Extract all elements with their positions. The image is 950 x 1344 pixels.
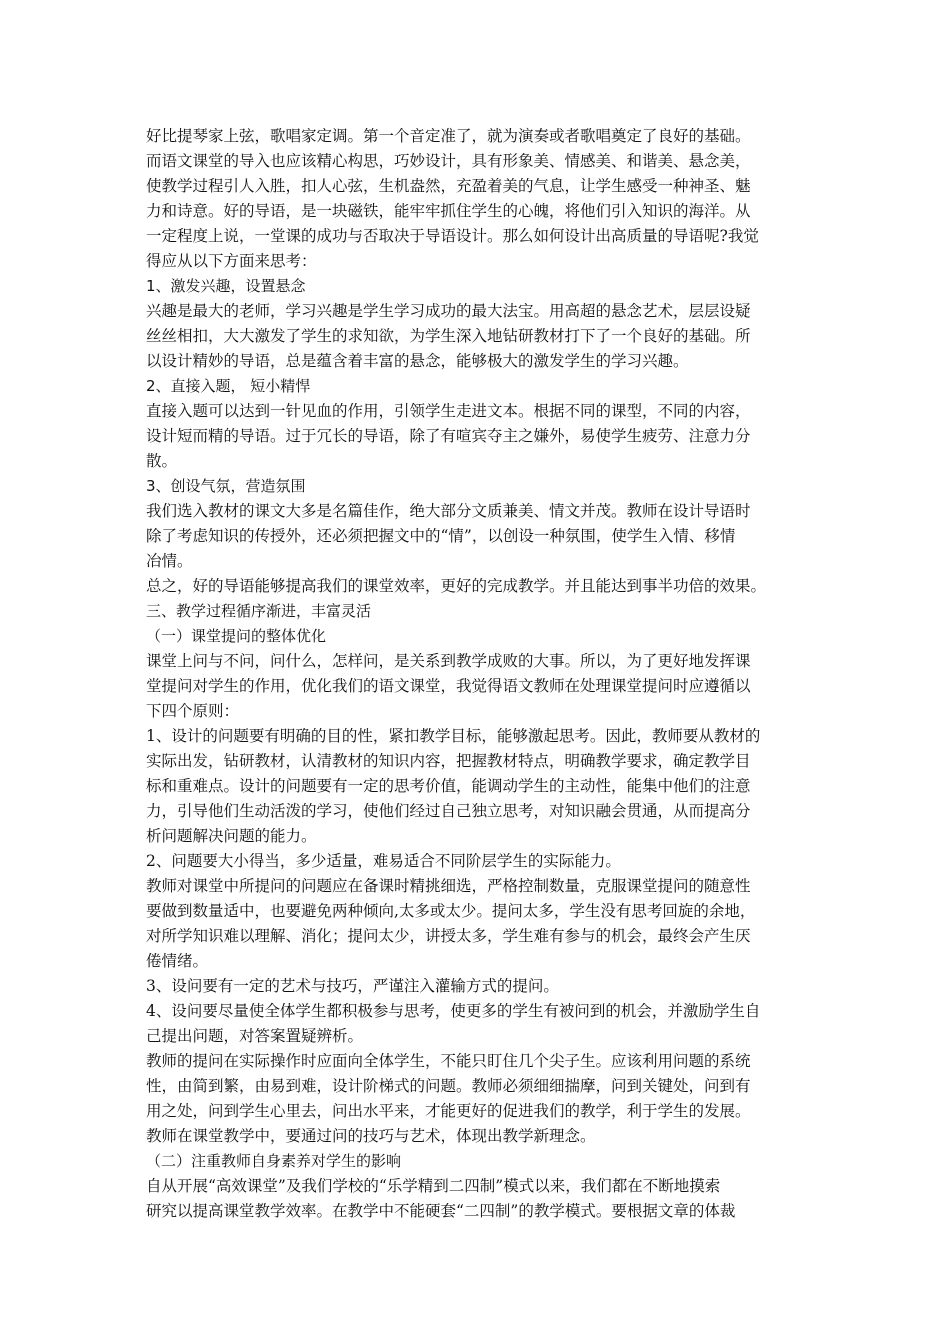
paragraph-line: 力，引导他们生动活泼的学习，使他们经过自己独立思考，对知识融会贯通，从而提高分 <box>146 802 751 820</box>
paragraph-line: 教师的提问在实际操作时应面向全体学生，不能只盯住几个尖子生。应该利用问题的系统 <box>146 1052 751 1070</box>
paragraph-line: 教师在课堂教学中，要通过问的技巧与艺术，体现出教学新理念。 <box>146 1127 596 1145</box>
paragraph-line: 性，由简到繁，由易到难，设计阶梯式的问题。教师必须细细揣摩，问到关键处，问到有 <box>146 1077 751 1095</box>
paragraph-line: 除了考虑知识的传授外，还必须把握文中的“情”，以创设一种氛围，使学生入情、移情 <box>146 527 736 545</box>
paragraph-line: 1、设计的问题要有明确的目的性，紧扣教学目标，能够激起思考。因此，教师要从教材的 <box>146 727 761 745</box>
paragraph-line: 3、设问要有一定的艺术与技巧，严谨注入灌输方式的提问。 <box>146 977 559 995</box>
paragraph-line: 2、问题要大小得当，多少适量，难易适合不同阶层学生的实际能力。 <box>146 852 621 870</box>
paragraph-line: 标和重难点。设计的问题要有一定的思考价值，能调动学生的主动性，能集中他们的注意 <box>146 777 751 795</box>
paragraph-line: 4、设问要尽量使全体学生都积极参与思考，使更多的学生有被问到的机会，并激励学生自 <box>146 1002 761 1020</box>
paragraph-line: 散。 <box>146 452 178 470</box>
paragraph-line: 得应从以下方面来思考： <box>146 252 317 270</box>
paragraph-line: 设计短而精的导语。过于冗长的导语，除了有喧宾夺主之嫌外，易使学生疲劳、注意力分 <box>146 427 751 445</box>
paragraph-line: 冶情。 <box>146 552 193 570</box>
paragraph-line: 课堂上问与不问，问什么，怎样问，是关系到教学成败的大事。所以，为了更好地发挥课 <box>146 652 751 670</box>
paragraph-line: 力和诗意。好的导语，是一块磁铁，能牢牢抓住学生的心魄，将他们引入知识的海洋。从 <box>146 202 751 220</box>
paragraph-line: 要做到数量适中，也要避免两种倾向,太多或太少。提问太多，学生没有思考回旋的余地， <box>146 902 756 920</box>
paragraph-line: 研究以提高课堂教学效率。在教学中不能硬套“二四制”的教学模式。要根据文章的体裁 <box>146 1202 736 1220</box>
section-heading: （一）课堂提问的整体优化 <box>146 627 327 645</box>
paragraph-line: 倦情绪。 <box>146 952 209 970</box>
paragraph-line: 我们选入教材的课文大多是名篇佳作，绝大部分文质兼美、情文并茂。教师在设计导语时 <box>146 502 751 520</box>
paragraph-line: 总之，好的导语能够提高我们的课堂效率，更好的完成教学。并且能达到事半功倍的效果。 <box>146 577 767 595</box>
paragraph-line: 使教学过程引人入胜，扣人心弦，生机盎然，充盈着美的气息，让学生感受一种神圣、魅 <box>146 177 751 195</box>
paragraph-line: 以设计精妙的导语，总是蕴含着丰富的悬念，能够极大的激发学生的学习兴趣。 <box>146 352 689 370</box>
section-heading: 1、激发兴趣，设置悬念 <box>146 277 306 295</box>
paragraph-line: 直接入题可以达到一针见血的作用，引领学生走进文本。根据不同的课型，不同的内容， <box>146 402 751 420</box>
paragraph-line: 己提出问题，对答案置疑辨析。 <box>146 1027 364 1045</box>
paragraph-line: 用之处，问到学生心里去，问出水平来，才能更好的促进我们的教学，利于学生的发展。 <box>146 1102 751 1120</box>
paragraph-line: 教师对课堂中所提问的问题应在备课时精挑细选，严格控制数量，克服课堂提问的随意性 <box>146 877 751 895</box>
paragraph-line: 对所学知识难以理解、消化；提问太少，讲授太多，学生难有参与的机会，最终会产生厌 <box>146 927 751 945</box>
paragraph-line: 下四个原则： <box>146 702 240 720</box>
paragraph-line: 析问题解决问题的能力。 <box>146 827 317 845</box>
paragraph-line: 自从开展“高效课堂”及我们学校的“乐学精到二四制”模式以来，我们都在不断地摸索 <box>146 1177 721 1195</box>
paragraph-line: 堂提问对学生的作用，优化我们的语文课堂，我觉得语文教师在处理课堂提问时应遵循以 <box>146 677 751 695</box>
section-heading: 三、教学过程循序渐进，丰富灵活 <box>146 602 372 620</box>
paragraph-line: 丝丝相扣，大大激发了学生的求知欲，为学生深入地钻研教材打下了一个良好的基础。所 <box>146 327 751 345</box>
document-body <box>146 124 808 1224</box>
paragraph-line: 而语文课堂的导入也应该精心构思，巧妙设计，具有形象美、情感美、和谐美、悬念美， <box>146 152 751 170</box>
paragraph-line: 实际出发，钻研教材，认清教材的知识内容，把握教材特点，明确教学要求，确定教学目 <box>146 752 751 770</box>
paragraph-line: 兴趣是最大的老师，学习兴趣是学生学习成功的最大法宝。用高超的悬念艺术，层层设疑 <box>146 302 751 320</box>
section-heading: 3、创设气氛，营造氛围 <box>146 477 306 495</box>
section-heading: 2、直接入题， 短小精悍 <box>146 377 311 395</box>
section-heading: （二）注重教师自身素养对学生的影响 <box>146 1152 402 1170</box>
paragraph-line: 一定程度上说，一堂课的成功与否取决于导语设计。那么如何设计出高质量的导语呢?我觉 <box>146 227 759 245</box>
paragraph-line: 好比提琴家上弦，歌唱家定调。第一个音定准了，就为演奏或者歌唱奠定了良好的基础。 <box>146 127 751 145</box>
